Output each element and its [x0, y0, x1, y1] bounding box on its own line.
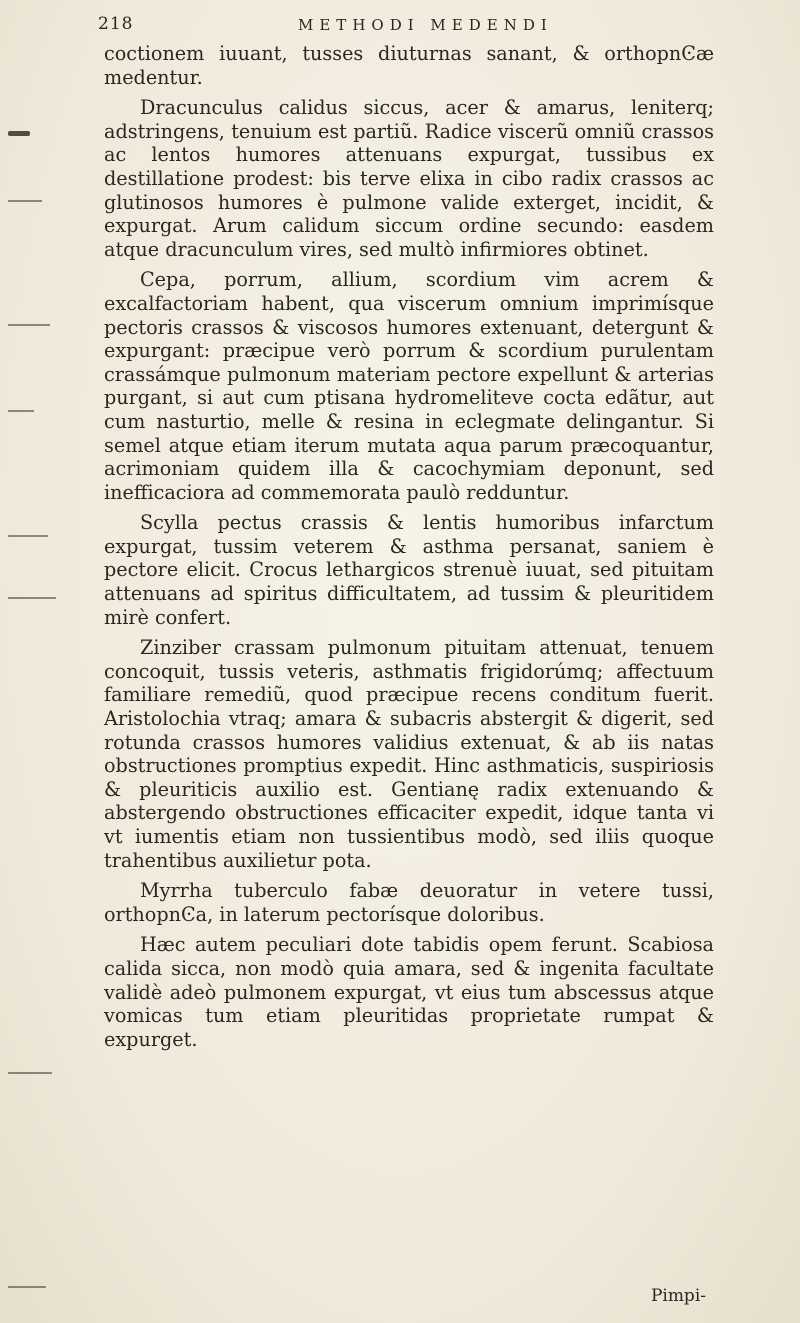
margin-ink-mark	[8, 1072, 52, 1074]
margin-ink-mark	[8, 131, 30, 136]
paragraph: Dracunculus calidus siccus, acer & amarus, leniterq; adstringens, tenuium est partiũ. Radice viscerũ omniũ crassos ac lentos humores attenuans expurgat, tussibus ex destillatione prodest: bis terve elixa in cibo radix crassos ac glutinosos humores è pulmone valide exterget, incidit, & expurgat. Arum calidum siccum ordine secundo: easdem atque dracunculum vires, sed multò infirmiores obtinet.	[104, 96, 714, 261]
paragraph: Scylla pectus crassis & lentis humoribus infarctum expurgat, tussim veterem & asthma persanat, saniem è pectore elicit. Crocus lethargicos strenuè iuuat, sed pituitam attenuans ad spiritus difficultatem, ad tussim & pleuritidem mirè confert.	[104, 511, 714, 629]
catchword: Pimpi-	[650, 1286, 706, 1306]
margin-ink-mark	[8, 1286, 46, 1288]
page-number: 218	[98, 14, 134, 34]
paragraph: Cepa, porrum, allium, scordium vim acrem & excalfactoriam habent, qua viscerum omnium imprimísque pectoris crassos & viscosos humores extenuant, detergunt & expurgant: præcipue verò porrum & scordium purulentam crassámque pulmonum materiam pectore expellunt & arterias purgant, si aut cum ptisana hydromeliteve cocta edãtur, aut cum nasturtio, melle & resina in eclegmate delingantur. Si semel atque etiam iterum mutata aqua parum præcoquantur, acrimoniam quidem illa & cacochymiam deponunt, sed inefficaciora ad commemorata paulò redduntur.	[104, 268, 714, 504]
margin-ink-mark	[8, 324, 50, 326]
page-header	[98, 14, 718, 38]
body-text	[104, 42, 714, 1058]
paragraph: coctionem iuuant, tusses diuturnas sanant, & orthopnϾæ medentur.	[104, 42, 714, 89]
running-head: METHODI MEDENDI	[298, 16, 553, 34]
margin-ink-mark	[8, 410, 34, 412]
paragraph: Hæc autem peculiari dote tabidis opem ferunt. Scabiosa calida sicca, non modò quia amara, sed & ingenita facultate validè adeò pulmonem expurgat, vt eius tum abscessus atque vomicas tum etiam pleuritidas proprietate rumpat & expurget.	[104, 933, 714, 1051]
paragraph: Myrrha tuberculo fabæ deuoratur in vetere tussi, orthopnϾa, in laterum pectorísque doloribus.	[104, 879, 714, 926]
margin-ink-mark	[8, 200, 42, 202]
margin-ink-mark	[8, 597, 56, 599]
paragraph: Zinziber crassam pulmonum pituitam attenuat, tenuem concoquit, tussis veteris, asthmatis frigidorúmq; affectuum familiare remediũ, quod præcipue recens conditum fuerit. Aristolochia vtraq; amara & subacris abstergit & digerit, sed rotunda crassos humores validius extenuat, & ab iis natas obstructiones promptius expedit. Hinc asthmaticis, suspiriosis & pleuriticis auxilio est. Gentianę radix extenuando & abstergendo obstructiones efficaciter expedit, idque tanta vi vt iumentis etiam non tussientibus modò, sed iliis quoque trahentibus auxilietur pota.	[104, 636, 714, 872]
margin-ink-mark	[8, 535, 48, 537]
